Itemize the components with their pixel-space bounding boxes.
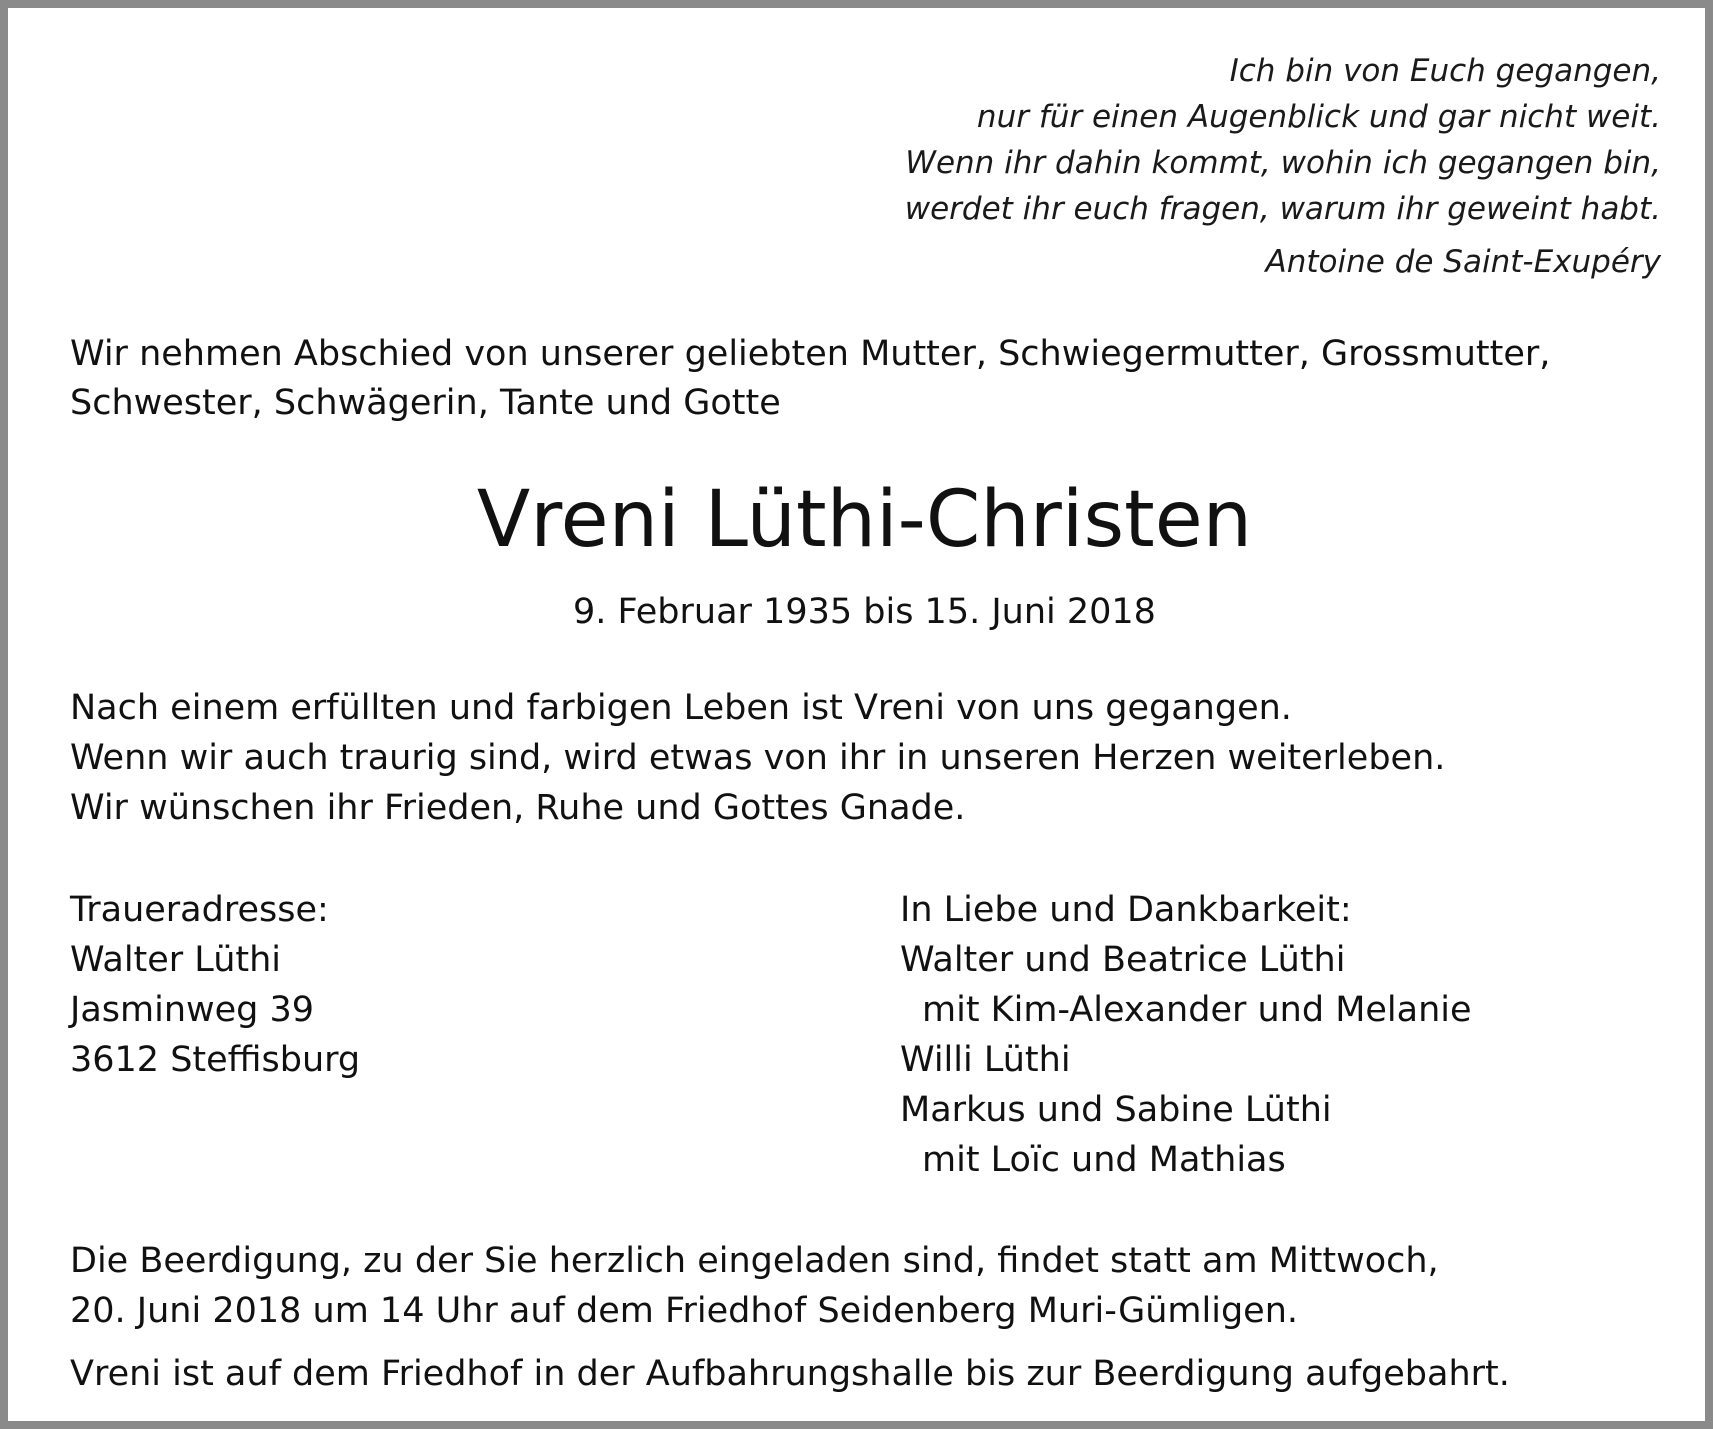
message-text (70, 683, 1445, 833)
quote-line: werdet ihr euch fragen, warum ihr geweint habt. (904, 191, 1661, 227)
address-city: 3612 Steffisburg (70, 1040, 361, 1080)
intro-text (70, 330, 1550, 428)
quote-author: Antoine de Saint-Exupéry (1265, 244, 1661, 280)
funeral-line: Die Beerdigung, zu der Sie herzlich eingeladen sind, findet statt am Mittwoch, (70, 1241, 1439, 1281)
family-member: mit Loïc und Mathias (922, 1140, 1286, 1180)
viewing-info: Vreni ist auf dem Friedhof in der Aufbahrungshalle bis zur Beerdigung aufgebahrt. (70, 1354, 1510, 1394)
life-dates: 9. Februar 1935 bis 15. Juni 2018 (573, 592, 1156, 632)
funeral-line: 20. Juni 2018 um 14 Uhr auf dem Friedhof Seidenberg Muri-Gümligen. (70, 1291, 1299, 1331)
family-member: Willi Lüthi (900, 1040, 1071, 1080)
quote-line: nur für einen Augenblick und gar nicht weit. (976, 99, 1661, 135)
mourning-address (70, 885, 360, 1085)
message-line: Nach einem erfüllten und farbigen Leben ist Vreni von uns gegangen. (70, 688, 1292, 728)
funeral-info (70, 1236, 1439, 1336)
quote-block (761, 48, 1661, 232)
address-name: Walter Lüthi (70, 940, 282, 980)
family-list (900, 885, 1472, 1185)
family-member: mit Kim-Alexander und Melanie (922, 990, 1472, 1030)
message-line: Wenn wir auch traurig sind, wird etwas von ihr in unseren Herzen weiterleben. (70, 738, 1446, 778)
deceased-name: Vreni Lüthi-Christen (476, 475, 1253, 565)
message-line: Wir wünschen ihr Frieden, Ruhe und Gottes Gnade. (70, 788, 966, 828)
family-member: Walter und Beatrice Lüthi (900, 940, 1346, 980)
intro-line: Wir nehmen Abschied von unserer geliebten Mutter, Schwiegermutter, Grossmutter, (70, 334, 1551, 374)
quote-line: Wenn ihr dahin kommt, wohin ich gegangen bin, (905, 145, 1661, 181)
address-street: Jasminweg 39 (70, 990, 315, 1030)
intro-line: Schwester, Schwägerin, Tante und Gotte (70, 383, 781, 423)
address-heading: Traueradresse: (70, 890, 329, 930)
quote-line: Ich bin von Euch gegangen, (1229, 53, 1661, 89)
family-member: Markus und Sabine Lüthi (900, 1090, 1332, 1130)
family-heading: In Liebe und Dankbarkeit: (900, 890, 1352, 930)
